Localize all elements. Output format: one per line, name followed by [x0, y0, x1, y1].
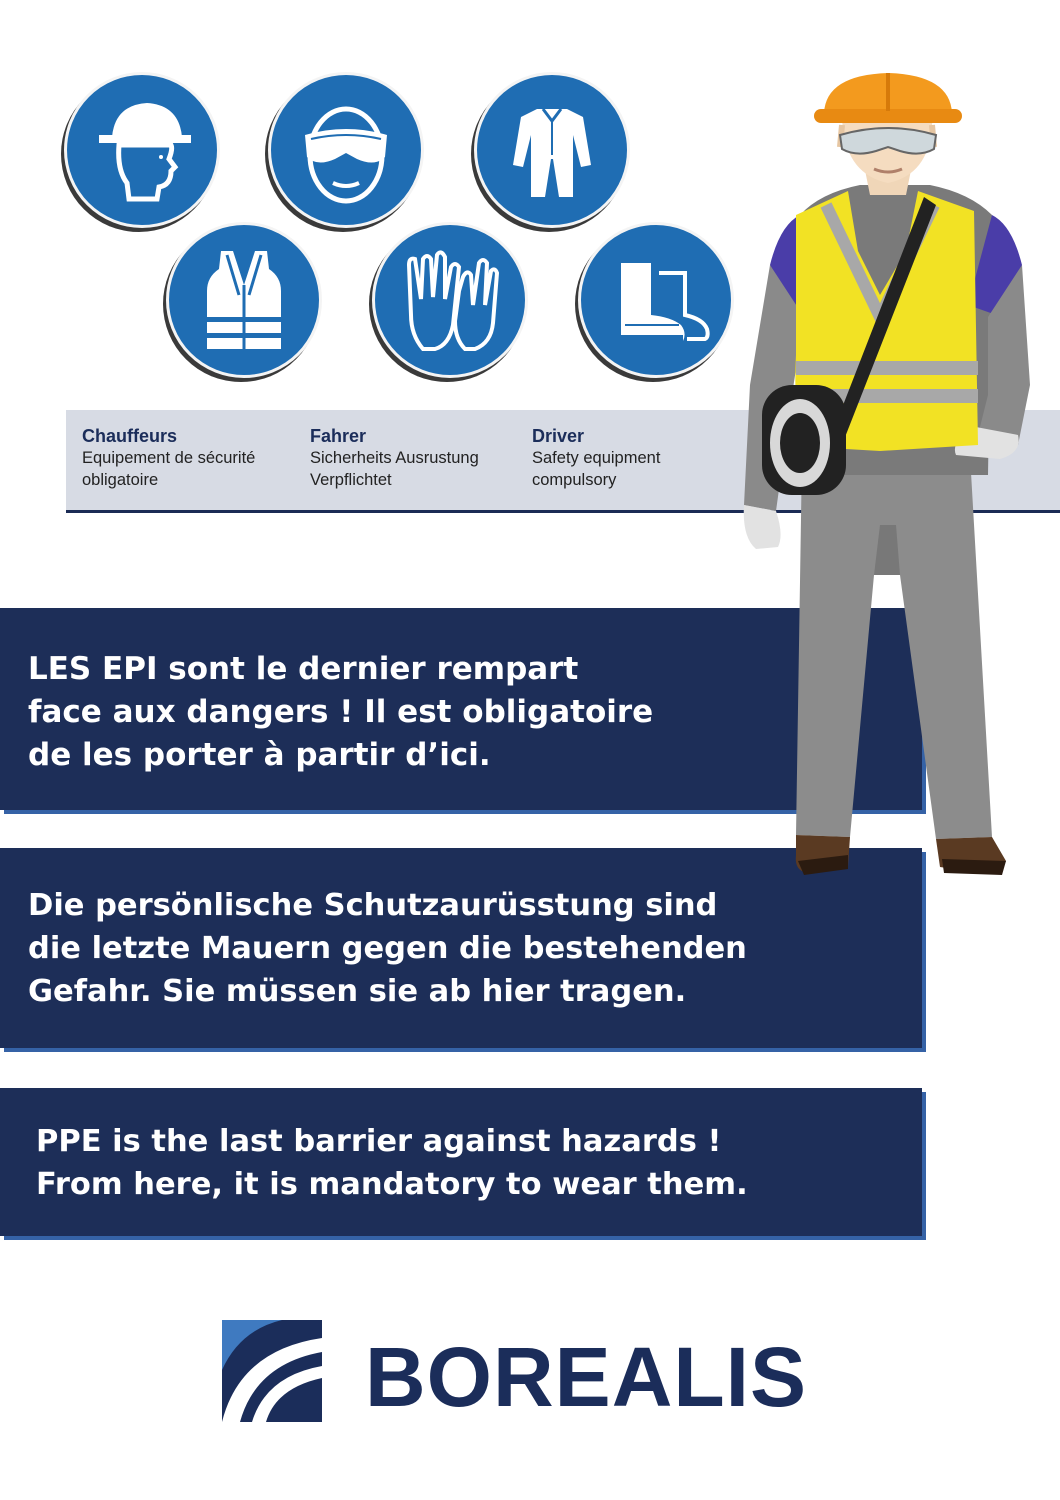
- hard-hat-sign: [64, 72, 220, 228]
- safety-glasses-sign: [268, 72, 424, 228]
- french-column: [82, 425, 255, 491]
- german-column: [310, 425, 479, 491]
- german-line-1: Sicherheits Ausrustung: [310, 449, 479, 467]
- hard-hat-icon: [67, 75, 217, 225]
- hi-vis-vest-icon: [169, 225, 319, 375]
- french-line-2: obligatoire: [82, 471, 159, 489]
- safety-boots-icon: [581, 225, 731, 375]
- borealis-wordmark: BOREALIS: [365, 1330, 808, 1424]
- french-message: LES EPI sont le dernier rempart face aux dangers ! Il est obligatoire de les porter à partir d’ici.: [28, 651, 654, 773]
- hi-vis-vest-sign: [166, 222, 322, 378]
- worker-illustration: [730, 55, 1060, 885]
- french-title: Chauffeurs: [82, 426, 178, 446]
- safety-glasses-icon: [271, 75, 421, 225]
- coverall-sign: [474, 72, 630, 228]
- english-column: [532, 425, 660, 491]
- english-line-2: compulsory: [532, 471, 617, 489]
- english-title: Driver: [532, 426, 585, 446]
- german-title: Fahrer: [310, 426, 367, 446]
- english-message: PPE is the last barrier against hazards ! From here, it is mandatory to wear them.: [36, 1124, 748, 1202]
- english-message-panel: [0, 1088, 922, 1236]
- english-line-1: Safety equipment: [532, 449, 661, 467]
- borealis-logo-mark: [222, 1320, 322, 1422]
- german-message: Die persönlische Schutzaurüsstung sind die letzte Mauern gegen die bestehenden Gefahr. Sie müssen sie ab hier tragen.: [28, 888, 747, 1009]
- coverall-icon: [477, 75, 627, 225]
- gloves-sign: [372, 222, 528, 378]
- safety-boots-sign: [578, 222, 734, 378]
- german-line-2: Verpflichtet: [310, 471, 392, 489]
- gloves-icon: [375, 225, 525, 375]
- french-line-1: Equipement de sécurité: [82, 449, 256, 467]
